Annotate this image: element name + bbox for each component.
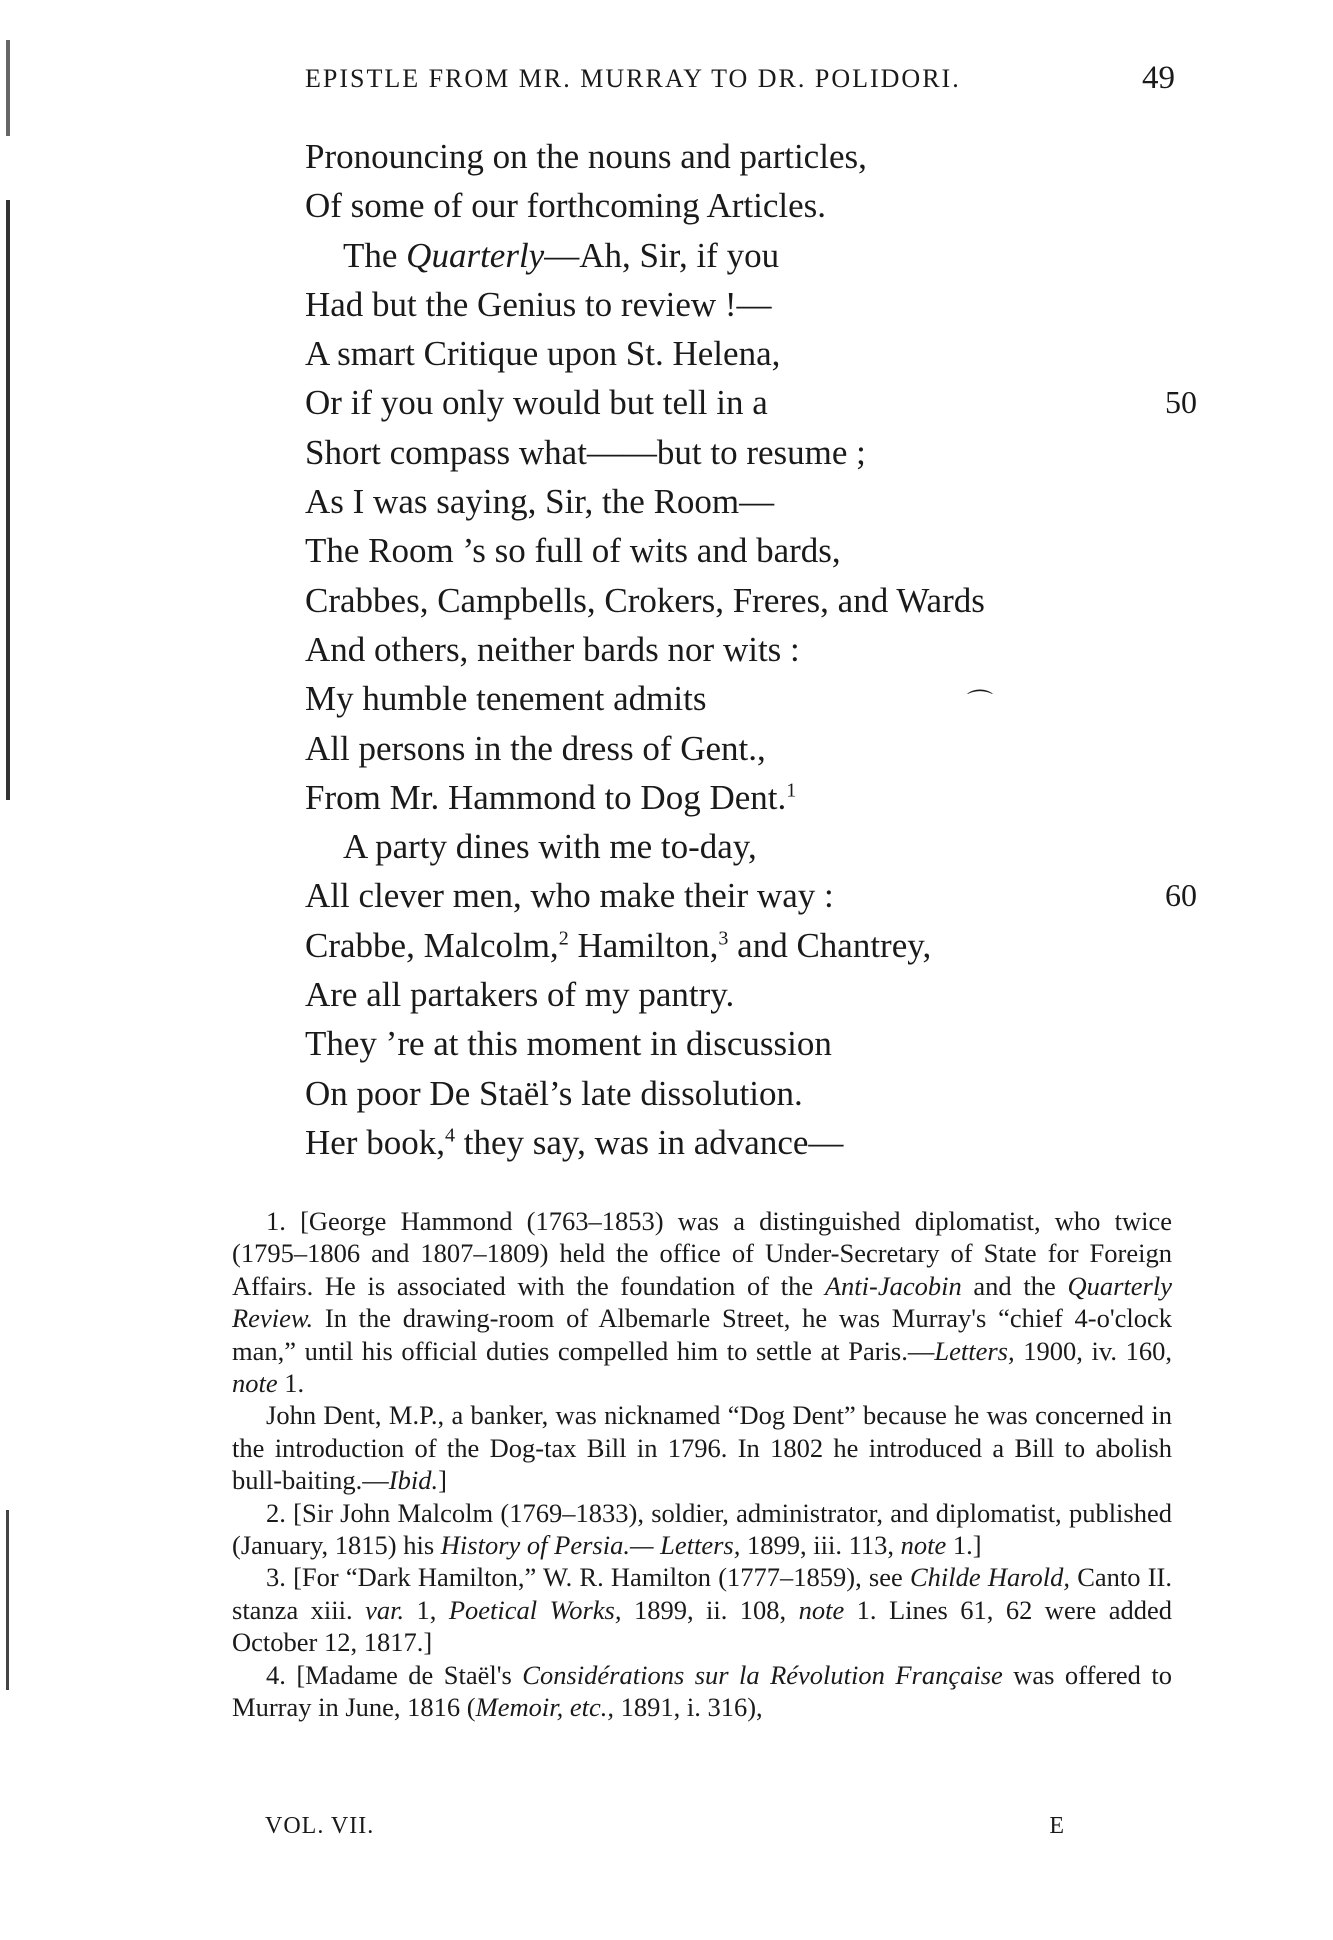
poem-line: All persons in the dress of Gent., <box>305 728 766 768</box>
poem-line: Crabbes, Campbells, Crokers, Freres, and Wards <box>305 580 985 620</box>
poem-line: As I was saying, Sir, the Room— <box>305 482 775 522</box>
page-edge-shadow <box>6 40 10 840</box>
line-number: 50 <box>1165 384 1197 421</box>
signature-mark: E <box>1049 1813 1065 1839</box>
footnote-2: 2. [Sir John Malcolm (1769–1833), soldier, administrator, and diplomatist, published (January, 1815) his History of Persia.— Letters, 1899, iii. 113, note 1.] <box>232 1497 1172 1561</box>
footnote-ref: 1 <box>786 779 797 802</box>
poem-line: Of some of our forthcoming Articles. <box>305 186 827 226</box>
poem-line: Short compass what——but to resume ; <box>305 432 866 472</box>
poem-line: The Quarterly—Ah, Sir, if you <box>343 235 780 275</box>
poem-line: Pronouncing on the nouns and particles, <box>305 137 867 176</box>
poem-line: Or if you only would but tell in a 50 <box>305 378 1185 427</box>
page-number: 49 <box>1142 60 1175 96</box>
running-header <box>305 60 1175 104</box>
footnote-4: 4. [Madame de Staël's Considérations sur la Révolution Française was offered to Murray in June, 1816 (Memoir, etc., 1891, i. 316), <box>232 1659 1172 1723</box>
footnote-ref: 3 <box>718 927 729 950</box>
footnotes <box>232 1205 1172 1724</box>
footnote-1-continued: John Dent, M.P., a banker, was nicknamed “Dog Dent” because he was concerned in the introduction of the Dog-tax Bill in 1796. In 1802 he introduced a Bill to abolish bull-baiting.—Ibid.] <box>232 1400 1172 1496</box>
poem-line: The Room ’s so full of wits and bards, <box>305 531 841 571</box>
poem-line: Crabbe, Malcolm,$^2$ Hamilton,$^3$ and Chantrey, <box>305 925 932 965</box>
print-blemish-icon: ⌒ <box>967 689 994 718</box>
poem-line: They ’re at this moment in discussion <box>305 1024 832 1064</box>
poem-line: Had but the Genius to review !— <box>305 284 772 324</box>
poem-line: Are all partakers of my pantry. <box>305 975 735 1015</box>
footnote-1: 1. [George Hammond (1763–1853) was a distinguished diplomatist, who twice (1795–1806 and 1807–1809) held the office of Under-Secretary of State for Foreign Affairs. He is associated with the foundation of the Anti-Jacobin and the Quarterly Review. In the drawing-room of Albemarle Street, he was Murray's “chief 4-o'clock man,” until his official duties compelled him to settle at Paris.—Letters, 1900, iv. 160, note 1. <box>232 1206 1172 1399</box>
page-edge-shadow-lower <box>6 1510 9 1690</box>
poem-line: And others, neither bards nor wits : <box>305 629 800 669</box>
poem-line: From Mr. Hammond to Dog Dent.$^1$ <box>305 777 797 817</box>
line-number: 60 <box>1165 877 1197 914</box>
poem-line: My humble tenement admits <box>305 679 707 719</box>
volume-label: VOL. VII. <box>265 1813 375 1839</box>
poem-line: A party dines with me to-day, <box>343 827 757 867</box>
poem-line: All clever men, who make their way : 60 <box>305 871 1185 920</box>
poem-line: Her book,$^4$ they say, was in advance— <box>305 1122 844 1162</box>
footnote-ref: 4 <box>444 1124 455 1147</box>
footnote-ref: 2 <box>558 927 569 950</box>
running-title: EPISTLE FROM MR. MURRAY TO DR. POLIDORI. <box>305 64 961 93</box>
footnote-3: 3. [For “Dark Hamilton,” W. R. Hamilton (1777–1859), see Childe Harold, Canto II. stanza xiii. var. 1, Poetical Works, 1899, ii. 108, note 1. Lines 61, 62 were added October 12, 1817.] <box>232 1562 1173 1658</box>
page-footer <box>265 1813 1065 1843</box>
poem-line: On poor De Staël’s late dissolution. <box>305 1073 803 1113</box>
poem <box>305 132 1197 1167</box>
poem-line: A smart Critique upon St. Helena, <box>305 334 781 374</box>
